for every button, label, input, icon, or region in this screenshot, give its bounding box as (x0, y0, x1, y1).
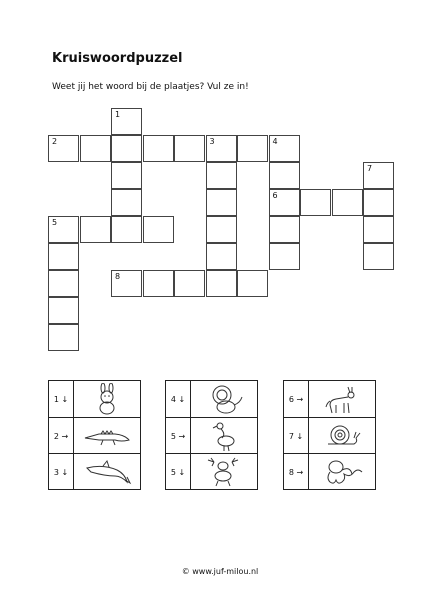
grid-cell[interactable] (237, 135, 268, 162)
grid-cell[interactable] (269, 135, 300, 162)
bunny-icon (74, 381, 140, 417)
grid-cell[interactable] (206, 270, 237, 297)
grid-cell[interactable] (111, 108, 142, 135)
clue-number: 3 (209, 137, 215, 146)
clue-row (166, 417, 257, 454)
grid-cell[interactable] (269, 189, 300, 216)
clue-label: 1 ↓ (49, 381, 74, 417)
lion-icon (191, 381, 257, 417)
grid-cell[interactable] (48, 270, 79, 297)
grid-cell[interactable] (80, 216, 111, 243)
grid-cell[interactable] (143, 216, 174, 243)
clue-box (165, 380, 258, 490)
grid-cell[interactable] (80, 135, 111, 162)
footer-copyright: © www.juf-milou.nl (181, 567, 259, 576)
clue-label: 8 → (284, 454, 309, 490)
grid-cell[interactable] (48, 297, 79, 324)
grid-cell[interactable] (206, 243, 237, 270)
clue-label: 6 → (284, 381, 309, 417)
grid-cell[interactable] (363, 216, 394, 243)
grid-cell[interactable] (363, 189, 394, 216)
grid-cell[interactable] (143, 135, 174, 162)
octopus-icon (309, 454, 375, 490)
grid-cell[interactable] (269, 162, 300, 189)
clue-row (49, 453, 140, 490)
grid-cell[interactable] (111, 216, 142, 243)
clue-row (49, 381, 140, 417)
clue-number: 8 (115, 272, 121, 281)
grid-cell[interactable] (111, 135, 142, 162)
clue-number: 7 (367, 164, 373, 173)
moose-icon (191, 454, 257, 490)
snail-icon (309, 418, 375, 454)
clue-row (284, 381, 375, 417)
clue-row (284, 417, 375, 454)
clue-label: 5 ↓ (166, 454, 191, 490)
clue-row (166, 453, 257, 490)
grid-cell[interactable] (48, 243, 79, 270)
clue-number: 2 (52, 137, 58, 146)
clue-row (49, 417, 140, 454)
grid-cell[interactable] (48, 216, 79, 243)
clue-label: 3 ↓ (49, 454, 74, 490)
clue-row (166, 381, 257, 417)
grid-cell[interactable] (269, 216, 300, 243)
clue-label: 7 ↓ (284, 418, 309, 454)
grid-cell[interactable] (206, 135, 237, 162)
clue-number: 6 (272, 191, 278, 200)
dolphin-icon (74, 454, 140, 490)
clue-row (284, 453, 375, 490)
grid-cell[interactable] (206, 189, 237, 216)
clue-number: 4 (272, 137, 278, 146)
clue-number: 1 (115, 110, 121, 119)
clue-number: 5 (52, 218, 58, 227)
grid-cell[interactable] (48, 324, 79, 351)
clue-label: 5 → (166, 418, 191, 454)
grid-cell[interactable] (174, 270, 205, 297)
grid-cell[interactable] (300, 189, 331, 216)
clue-box (48, 380, 141, 490)
crocodile-icon (74, 418, 140, 454)
grid-cell[interactable] (332, 189, 363, 216)
page-title: Kruiswoordpuzzel (52, 51, 183, 66)
grid-cell[interactable] (363, 243, 394, 270)
grid-cell[interactable] (206, 216, 237, 243)
grid-cell[interactable] (111, 189, 142, 216)
clue-box (283, 380, 376, 490)
grid-cell[interactable] (363, 162, 394, 189)
clue-label: 2 → (49, 418, 74, 454)
grid-cell[interactable] (48, 135, 79, 162)
clue-label: 4 ↓ (166, 381, 191, 417)
instruction-text: Weet jij het woord bij de plaatjes? Vul ze in! (52, 82, 249, 92)
grid-cell[interactable] (206, 162, 237, 189)
flamingo-icon (191, 418, 257, 454)
grid-cell[interactable] (111, 270, 142, 297)
grid-cell[interactable] (143, 270, 174, 297)
donkey-icon (309, 381, 375, 417)
grid-cell[interactable] (269, 243, 300, 270)
grid-cell[interactable] (111, 162, 142, 189)
grid-cell[interactable] (174, 135, 205, 162)
grid-cell[interactable] (237, 270, 268, 297)
